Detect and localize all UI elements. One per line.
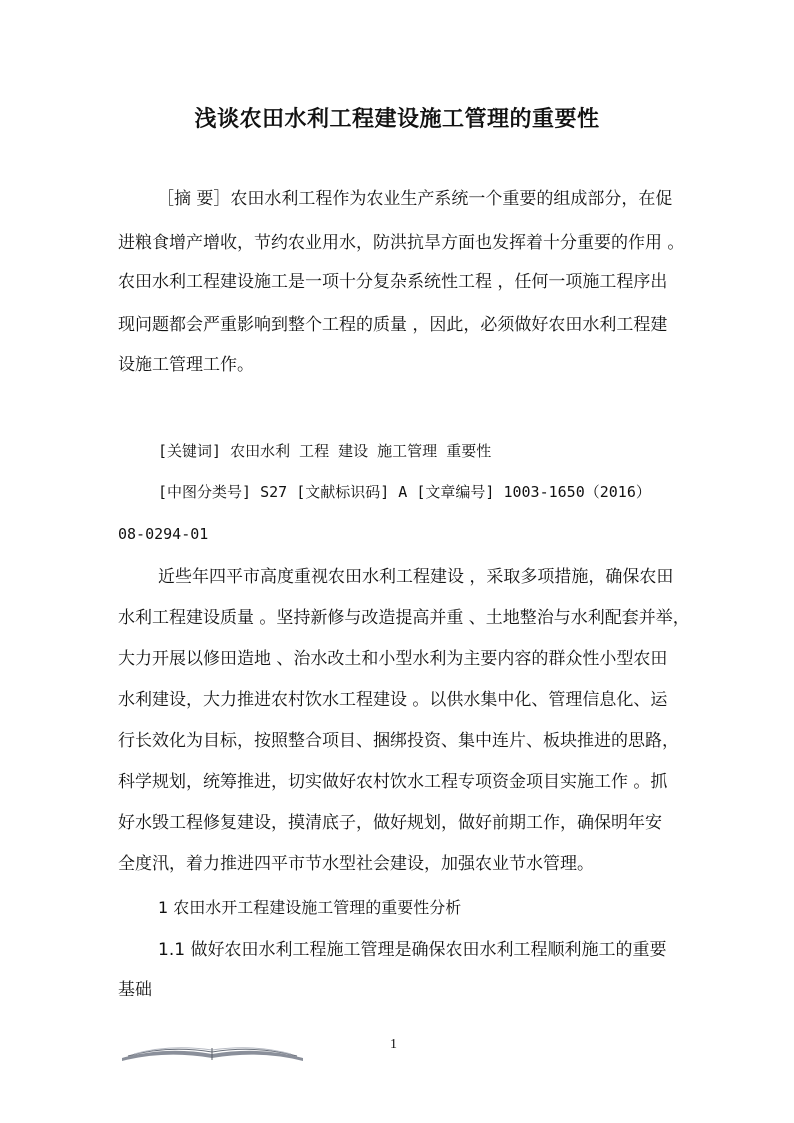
classification-line-2: 08-0294-01	[118, 525, 209, 543]
keywords-line: [关键词] 农田水利 工程 建设 施工管理 重要性	[158, 442, 492, 460]
body-line-2: 水利工程建设质量 。坚持新修与改造提高并重 、土地整治与水利配套并举，	[118, 608, 690, 628]
body-line-4: 水利建设，大力推进农村饮水工程建设 。以供水集中化、管理信息化、运	[118, 690, 668, 710]
body-line-8: 全度汛，着力推进四平市节水型社会建设，加强农业节水管理。	[118, 854, 594, 874]
abstract-line-4: 现问题都会严重影响到整个工程的质量 ，因此，必须做好农田水利工程建	[118, 315, 668, 335]
section-heading: 1 农田水开工程建设施工管理的重要性分析	[158, 898, 462, 917]
subsection-heading-line-2: 基础	[118, 980, 152, 1000]
abstract-line-2: 进粮食增产增收，节约农业用水，防洪抗旱方面也发挥着十分重要的作用 。	[118, 233, 685, 253]
body-line-6: 科学规划，统筹推进，切实做好农村饮水工程专项资金项目实施工作 。抓	[118, 772, 668, 792]
subsection-heading-line-1: 1.1 做好农田水利工程施工管理是确保农田水利工程顺利施工的重要	[158, 940, 667, 960]
classification-line-1: [中图分类号] S27 [文献标识码] A [文章编号] 1003-1650（2016）	[158, 483, 651, 501]
open-book-icon	[120, 1040, 305, 1062]
page-number: 1	[390, 1037, 397, 1052]
body-line-3: 大力开展以修田造地 、治水改土和小型水利为主要内容的群众性小型农田	[118, 649, 668, 669]
abstract-line-5: 设施工管理工作。	[118, 355, 254, 375]
body-line-5: 行长效化为目标，按照整合项目、捆绑投资、集中连片、板块推进的思路，	[118, 731, 679, 751]
document-title: 浅谈农田水利工程建设施工管理的重要性	[194, 107, 600, 132]
body-line-1: 近些年四平市高度重视农田水利工程建设 ，采取多项措施，确保农田	[158, 567, 674, 587]
abstract-line-3: 农田水利工程建设施工是一项十分复杂系统性工程 ，任何一项施工程序出	[118, 272, 668, 292]
body-line-7: 好水毁工程修复建设，摸清底子，做好规划，做好前期工作，确保明年安	[118, 813, 662, 833]
abstract-line-1: ［摘 要］农田水利工程作为农业生产系统一个重要的组成部分，在促	[157, 189, 673, 209]
